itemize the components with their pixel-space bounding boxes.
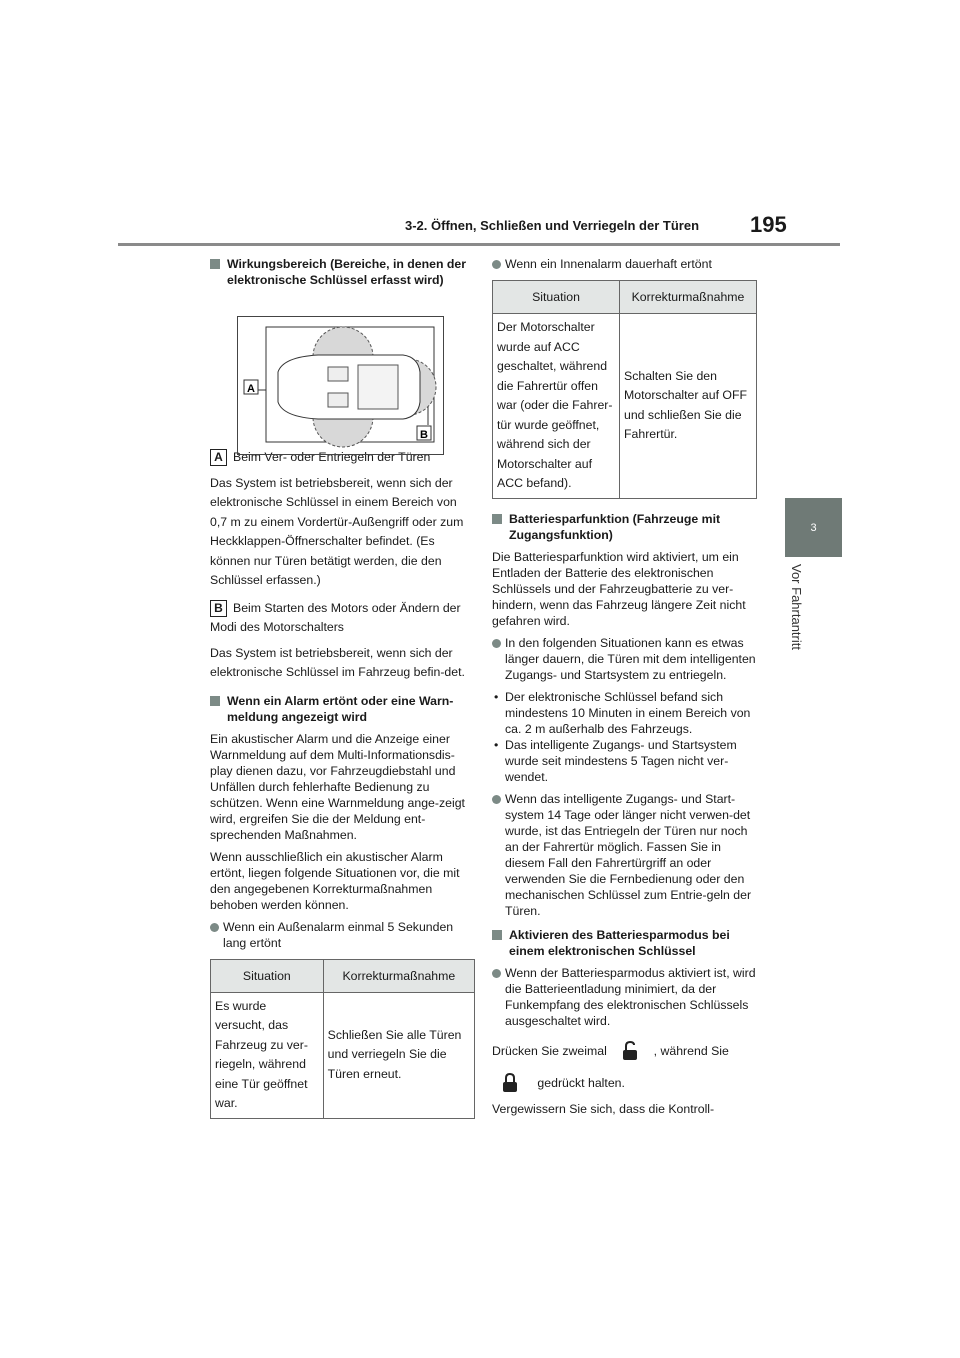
heading-key-battery-mode: Aktivieren des Batteriesparmodus bei einem elektronischen Schlüssel xyxy=(492,927,757,959)
bullet-internal-alarm: Wenn ein Innenalarm dauerhaft ertönt xyxy=(492,256,757,272)
lock-icon xyxy=(502,1073,518,1093)
page-number: 195 xyxy=(750,212,787,237)
a-paragraph: Das System ist betriebsbereit, wenn sich der elektronische Schlüssel in einem Bereich von 0,7 m zu einem Vordertür-Außengriff oder zum Heckklappen-Öffnerschalter befindet. (Es können nur Türen betätigt werden, die den Schlüssel erfassen.) xyxy=(210,475,464,587)
heading-range: Wirkungsbereich (Bereiche, in denen der elektronische Schlüssel erfasst wird) xyxy=(210,256,475,288)
bullet-14-days: Wenn das intelligente Zugangs- und Start-system 14 Tage oder länger nicht verwen-det wurde, ist das Entriegeln der Türen nur noch an der Fahrertür möglich. Fassen Sie in diesem Fall den Fahrertürgriff an oder verwenden Sie die Fernbedienung oder den mechanischen Schlüssel zum Entrie-geln der Türen. xyxy=(492,791,757,919)
table-cell-situation: Der Motorschalter wurde auf ACC geschaltet, während die Fahrertür offen war (oder die Fahrer-tür wurde geöffnet, während sich der Motorschalter auf ACC befand). xyxy=(493,314,620,499)
table-header-situation: Situation xyxy=(493,281,620,314)
table-header-action: Korrekturmaßnahme xyxy=(620,281,757,314)
right-column xyxy=(492,256,757,1123)
heading-alarm: Wenn ein Alarm ertönt oder eine Warn-meldung angezeigt wird xyxy=(210,693,475,725)
dot-item-1: • Der elektronische Schlüssel befand sich mindestens 10 Minuten in einem Bereich von ca. 2 m außerhalb des Fahrzeugs. xyxy=(492,689,757,737)
heading-battery-saving: Batteriesparfunktion (Fahrzeuge mit Zugangsfunktion) xyxy=(492,511,757,543)
header-rule xyxy=(118,243,840,246)
internal-alarm-table xyxy=(492,280,757,499)
external-alarm-table xyxy=(210,959,475,1119)
bullet-battery-mode: Wenn der Batteriesparmodus aktiviert ist, wird die Batterieentladung minimiert, da der Funkempfang des elektronischen Schlüssels ausgeschaltet wird. xyxy=(492,965,757,1029)
table-cell-situation: Es wurde versucht, das Fahrzeug zu ver-riegeln, während eine Tür geöffnet war. xyxy=(211,992,324,1118)
label-b-box: B xyxy=(210,600,227,617)
table-header-situation: Situation xyxy=(211,959,324,992)
alarm-paragraph-1: Ein akustischer Alarm und die Anzeige einer Warnmeldung auf dem Multi-Informationsdis-play dienen dazu, vor Fahrzeugdiebstahl und Unfällen durch fehlerhafte Bedienung zu schützen. Wenn eine Warnmeldung ange-zeigt wird, ergreifen Sie die der Meldung ent-sprechenden Maßnahmen. xyxy=(210,731,465,842)
last-line: Vergewissern Sie sich, dass die Kontroll- xyxy=(492,1101,715,1116)
b-text: Beim Starten des Motors oder Ändern der Modi des Motorschalters xyxy=(210,600,461,634)
range-diagram xyxy=(237,316,444,455)
press-text-3: gedrückt halten. xyxy=(537,1075,625,1090)
header-title: 3-2. Öffnen, Schließen und Verriegeln der Türen xyxy=(405,218,700,233)
alarm-paragraph-2: Wenn ausschließlich ein akustischer Alarm ertönt, liegen folgende Situationen vor, die mit den angegebenen Korrekturmaßnahmen behoben werden können. xyxy=(210,849,460,912)
press-text-2: , während Sie xyxy=(653,1043,729,1058)
chapter-side-label: Vor Fahrtantritt xyxy=(789,564,804,650)
a-text: Beim Ver- oder Entriegeln der Türen xyxy=(233,450,431,464)
bullet-delay: In den folgenden Situationen kann es etwas länger dauern, die Türen mit dem intelligenten Zugangs- und Startsystem zu entriegeln. xyxy=(492,635,757,683)
label-a-box: A xyxy=(210,449,227,466)
table-cell-action: Schalten Sie den Motorschalter auf OFF und schließen Sie die Fahrertür. xyxy=(620,314,757,499)
b-paragraph: Das System ist betriebsbereit, wenn sich der elektronische Schlüssel im Fahrzeug befin-det. xyxy=(210,645,465,679)
press-text-1: Drücken Sie zweimal xyxy=(492,1043,607,1058)
table-header-action: Korrekturmaßnahme xyxy=(323,959,474,992)
car-top-view-illustration xyxy=(238,317,443,454)
diagram-label-b: B xyxy=(420,429,428,441)
bullet-external-alarm: Wenn ein Außenalarm einmal 5 Sekunden lang ertönt xyxy=(210,919,475,951)
dot-item-2: • Das intelligente Zugangs- und Startsystem wurde seit mindestens 5 Tagen nicht ver-wendet. xyxy=(492,737,757,785)
unlock-icon xyxy=(622,1041,638,1061)
chapter-tab xyxy=(785,498,842,557)
table-cell-action: Schließen Sie alle Türen und verriegeln Sie die Türen erneut. xyxy=(323,992,474,1118)
battery-paragraph: Die Batteriesparfunktion wird aktiviert, um ein Entladen der Batterie des elektronischen Schlüssels und der Fahrzeugbatterie zu ver-hindern, wenn das Fahrzeug längere Zeit nicht gefahren wird. xyxy=(492,549,746,628)
diagram-label-a: A xyxy=(247,383,255,395)
chapter-number: 3 xyxy=(810,521,817,534)
